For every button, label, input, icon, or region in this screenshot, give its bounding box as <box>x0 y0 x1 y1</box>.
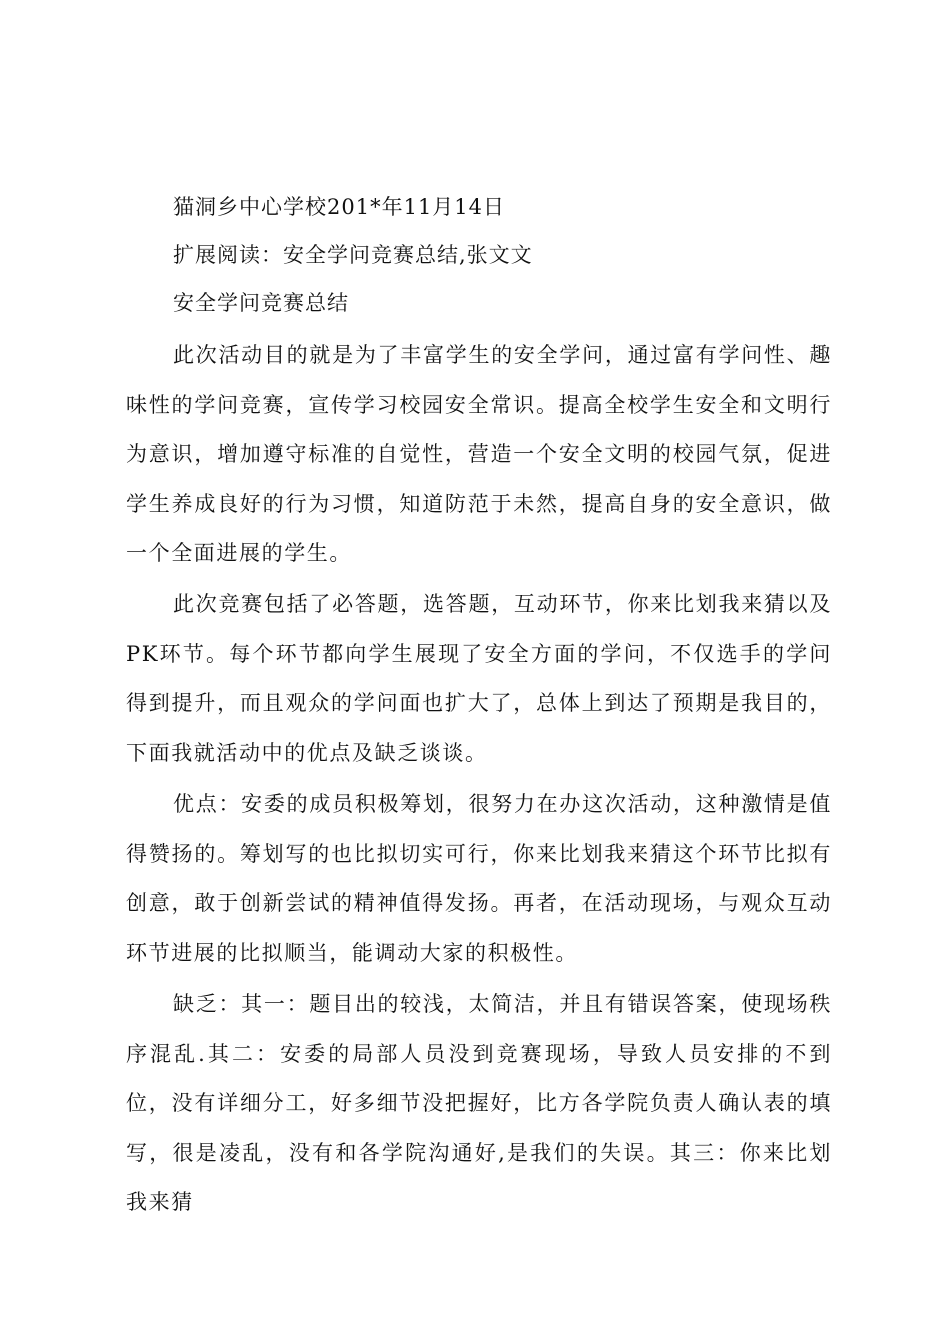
date-line: 猫洞乡中心学校201*年11月14日 <box>173 195 506 219</box>
paragraph-weaknesses: 缺乏：其一：题目出的较浅，太简洁，并且有错误答案，使现场秩序混乱.其二：安委的局部人员没到竞赛现场，导致人员安排的不到位，没有详细分工，好多细节没把握好，比方各学院负责人确认表的填写，很是凌乱，没有和各学院沟通好,是我们的失误。其三：你来比划我来猜 <box>126 992 832 1214</box>
section-title: 安全学问竞赛总结 <box>173 291 349 315</box>
extended-reading-line: 扩展阅读：安全学问竞赛总结,张文文 <box>173 243 533 267</box>
paragraph-content: 此次竞赛包括了必答题，选答题，互动环节，你来比划我来猜以及PK环节。每个环节都向学生展现了安全方面的学问，不仅选手的学问得到提升，而且观众的学问面也扩大了，总体上到达了预期是我目的，下面我就活动中的优点及缺乏谈谈。 <box>126 592 832 765</box>
paragraph-strengths: 优点：安委的成员积极筹划，很努力在办这次活动，这种激情是值得赞扬的。筹划写的也比拟切实可行，你来比划我来猜这个环节比拟有创意，敢于创新尝试的精神值得发扬。再者，在活动现场，与观众互动环节进展的比拟顺当，能调动大家的积极性。 <box>126 792 832 965</box>
paragraph-purpose: 此次活动目的就是为了丰富学生的安全学问，通过富有学问性、趣味性的学问竞赛，宣传学习校园安全常识。提高全校学生安全和文明行为意识，增加遵守标准的自觉性，营造一个安全文明的校园气氛，促进学生养成良好的行为习惯，知道防范于未然，提高自身的安全意识，做一个全面进展的学生。 <box>126 343 832 565</box>
